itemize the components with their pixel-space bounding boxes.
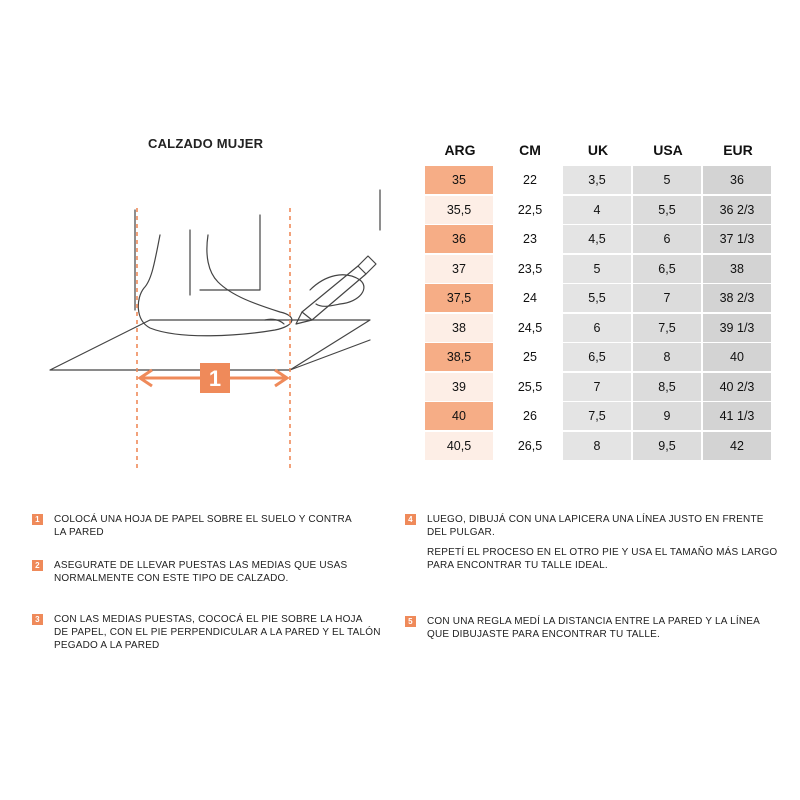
size-cell-eur: 36 <box>703 166 771 194</box>
step-3 <box>32 613 402 652</box>
step-number-badge: 3 <box>32 614 43 625</box>
size-cell-usa: 6 <box>633 225 701 253</box>
size-cell-uk: 7 <box>563 373 631 401</box>
size-cell-eur: 42 <box>703 432 771 460</box>
size-cell-uk: 5,5 <box>563 284 631 312</box>
measure-marker-label: 1 <box>208 366 222 391</box>
size-cell-uk: 6,5 <box>563 343 631 371</box>
step-2 <box>32 559 372 585</box>
step-number-badge: 2 <box>32 560 43 571</box>
size-cell-eur: 38 2/3 <box>703 284 771 312</box>
size-cell-cm: 25,5 <box>517 379 543 394</box>
size-cell-cm: 25 <box>523 350 537 364</box>
header-usa: USA <box>653 142 683 158</box>
size-cell-uk: 8 <box>563 432 631 460</box>
size-cell-cm: 24,5 <box>517 320 543 335</box>
step-number-badge: 5 <box>405 616 416 627</box>
size-cell-eur: 41 1/3 <box>703 402 771 430</box>
size-cell-eur: 37 1/3 <box>703 225 771 253</box>
step-1 <box>32 513 372 539</box>
size-cell-uk: 3,5 <box>563 166 631 194</box>
size-cell-arg: 37,5 <box>425 284 493 312</box>
hand-outline <box>310 275 364 307</box>
page-title: CALZADO MUJER <box>148 136 264 151</box>
size-cell-usa: 9,5 <box>633 432 701 460</box>
size-cell-arg: 38 <box>425 314 493 342</box>
header-uk: UK <box>587 142 609 158</box>
size-cell-cm: 23,5 <box>517 261 543 276</box>
size-cell-usa: 7 <box>633 284 701 312</box>
size-cell-eur: 40 <box>703 343 771 371</box>
size-cell-cm: 24 <box>523 291 537 305</box>
pencil-eraser <box>358 256 376 274</box>
size-cell-arg: 40,5 <box>425 432 493 460</box>
size-cell-arg: 36 <box>425 225 493 253</box>
foot-outline <box>138 235 292 336</box>
size-cell-arg: 37 <box>425 255 493 283</box>
size-cell-uk: 5 <box>563 255 631 283</box>
step-text: CON UNA REGLA MEDÍ LA DISTANCIA ENTRE LA PARED Y LA LÍNEA QUE DIBUJASTE PARA ENCONTRAR TU TALLE. <box>427 616 760 640</box>
header-eur: EUR <box>723 142 753 158</box>
step-text: CON LAS MEDIAS PUESTAS, COCOCÁ EL PIE SOBRE LA HOJA DE PAPEL, CON EL PIE PERPENDICULAR A LA PARED Y EL TALÓN PEGADO A LA PARED <box>54 614 381 651</box>
size-cell-uk: 7,5 <box>563 402 631 430</box>
foot-measure-illustration <box>40 170 400 480</box>
size-cell-usa: 5,5 <box>633 196 701 224</box>
size-cell-usa: 8 <box>633 343 701 371</box>
step-text: COLOCÁ UNA HOJA DE PAPEL SOBRE EL SUELO Y CONTRA LA PARED <box>54 514 352 538</box>
paper-sheet <box>50 320 370 370</box>
size-cell-usa: 6,5 <box>633 255 701 283</box>
pencil-body <box>302 266 366 320</box>
step-5 <box>405 615 785 641</box>
size-cell-cm: 22 <box>523 173 537 187</box>
header-cm: CM <box>519 142 541 158</box>
step-4 <box>405 513 785 572</box>
size-cell-cm: 22,5 <box>517 202 543 217</box>
step-number-badge: 4 <box>405 514 416 525</box>
wall-back <box>200 215 260 290</box>
step-text: ASEGURATE DE LLEVAR PUESTAS LAS MEDIAS QUE USAS NORMALMENTE CON ESTE TIPO DE CALZADO. <box>54 560 348 584</box>
size-cell-usa: 5 <box>633 166 701 194</box>
step-extra-text: REPETÍ EL PROCESO EN EL OTRO PIE Y USA EL TAMAÑO MÁS LARGO PARA ENCONTRAR TU TALLE IDEAL. <box>427 547 778 571</box>
size-cell-uk: 6 <box>563 314 631 342</box>
size-cell-arg: 39 <box>425 373 493 401</box>
size-cell-arg: 40 <box>425 402 493 430</box>
size-cell-usa: 9 <box>633 402 701 430</box>
size-cell-cm: 26 <box>523 409 537 423</box>
size-cell-cm: 26,5 <box>517 438 543 453</box>
size-cell-arg: 38,5 <box>425 343 493 371</box>
step-number-badge: 1 <box>32 514 43 525</box>
size-cell-usa: 8,5 <box>633 373 701 401</box>
size-cell-eur: 40 2/3 <box>703 373 771 401</box>
step-text: LUEGO, DIBUJÁ CON UNA LAPICERA UNA LÍNEA JUSTO EN FRENTE DEL PULGAR. <box>427 514 764 538</box>
header-arg: ARG <box>444 142 476 158</box>
size-cell-eur: 38 <box>703 255 771 283</box>
size-cell-usa: 7,5 <box>633 314 701 342</box>
size-cell-uk: 4 <box>563 196 631 224</box>
size-cell-uk: 4,5 <box>563 225 631 253</box>
size-cell-arg: 35 <box>425 166 493 194</box>
size-cell-eur: 39 1/3 <box>703 314 771 342</box>
size-cell-eur: 36 2/3 <box>703 196 771 224</box>
size-cell-cm: 23 <box>523 232 537 246</box>
size-cell-arg: 35,5 <box>425 196 493 224</box>
